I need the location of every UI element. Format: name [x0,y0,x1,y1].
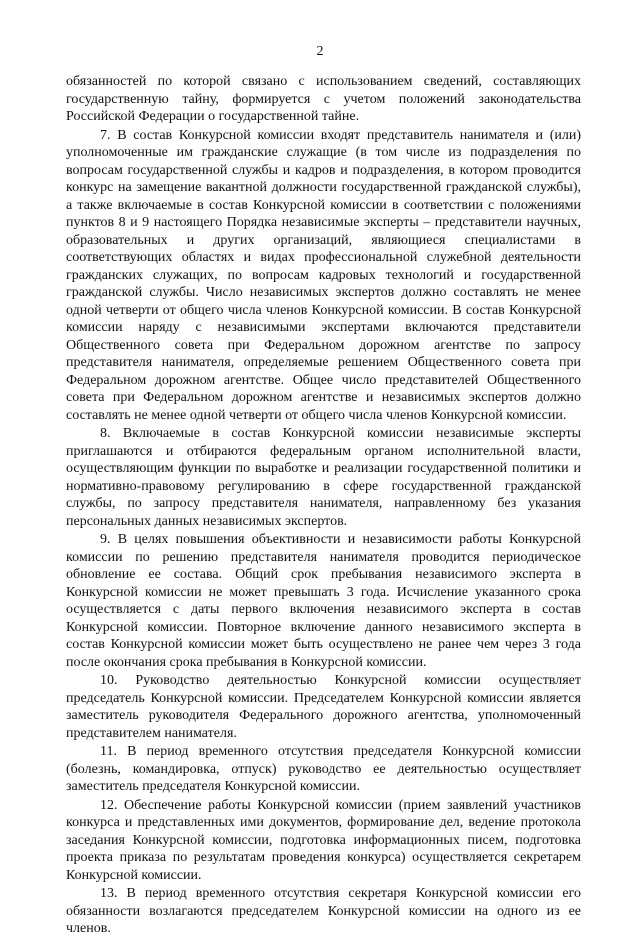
paragraph-7: 7. В состав Конкурсной комиссии входят представитель нанимателя и (или) уполномоченные им гражданские служащие (в том числе из подразделения по вопросам государственной службы и кадров и подразделения, в котором проводится конкурс на замещение вакантной должности государственной гражданской службы), а также включаемые в состав Конкурсной комиссии в соответствии с положениями пунктов 8 и 9 настоящего Порядка независимые эксперты – представители научных, образовательных и других организаций, являющиеся специалистами в соответствующих областях и видах профессиональной служебной деятельности гражданских служащих, по вопросам кадровых технологий и государственной гражданской службы. Число независимых экспертов должно составлять не менее одной четверти от общего числа членов Конкурсной комиссии. В состав Конкурсной комиссии наряду с независимыми экспертами включаются представители Общественного совета при Федеральном дорожном агентстве по запросу представителя нанимателя, определяемые решением Общественного совета при Федеральном дорожном агентстве. Общее число представителей Общественного совета при Федеральном дорожном агентстве и независимых экспертов должно составлять не менее одной четверти от общего числа членов Конкурсной комиссии. [66,127,581,423]
document-body [66,73,581,938]
paragraph-13: 13. В период временного отсутствия секретаря Конкурсной комиссии его обязанности возлагаются председателем Конкурсной комиссии на одного из ее членов. [66,886,581,936]
paragraph-12: 12. Обеспечение работы Конкурсной комиссии (прием заявлений участников конкурса и представленных ими документов, формирование дел, ведение протокола заседания Конкурсной комиссии, подготовка информационных писем, подготовка проекта приказа по результатам проведения конкурса) осуществляется секретарем Конкурсной комиссии. [66,797,581,883]
page-number: 2 [316,44,324,59]
paragraph-8: 8. Включаемые в состав Конкурсной комиссии независимые эксперты приглашаются и отбираются федеральным органом исполнительной власти, осуществляющим функции по выработке и реализации государственной политики и нормативно-правовому регулированию в сфере государственной гражданской службы, по запросу представителя нанимателя, направленному без указания персональных данных независимых экспертов. [66,426,581,529]
paragraph-10: 10. Руководство деятельностью Конкурсной комиссии осуществляет председатель Конкурсной комиссии. Председателем Конкурсной комиссии является заместитель руководителя Федерального дорожного агентства, уполномоченный представителем нанимателя. [66,673,581,741]
paragraph-11: 11. В период временного отсутствия председателя Конкурсной комиссии (болезнь, командировка, отпуск) руководство ее деятельностью осуществляет заместитель председателя Конкурсной комиссии. [66,744,581,794]
paragraph-continuation: обязанностей по которой связано с использованием сведений, составляющих государственную тайну, формируется с учетом положений законодательства Российской Федерации о государственной тайне. [66,74,581,124]
paragraph-9: 9. В целях повышения объективности и независимости работы Конкурсной комиссии по решению представителя нанимателя проводится периодическое обновление ее состава. Общий срок пребывания независимого эксперта в Конкурсной комиссии не может превышать 3 года. Исчисление указанного срока осуществляется с даты первого включения независимого эксперта в состав Конкурсной комиссии. Повторное включение данного независимого эксперта в состав Конкурсной комиссии может быть осуществлено не ранее чем через 3 года после окончания срока пребывания в Конкурсной комиссии. [66,532,581,670]
